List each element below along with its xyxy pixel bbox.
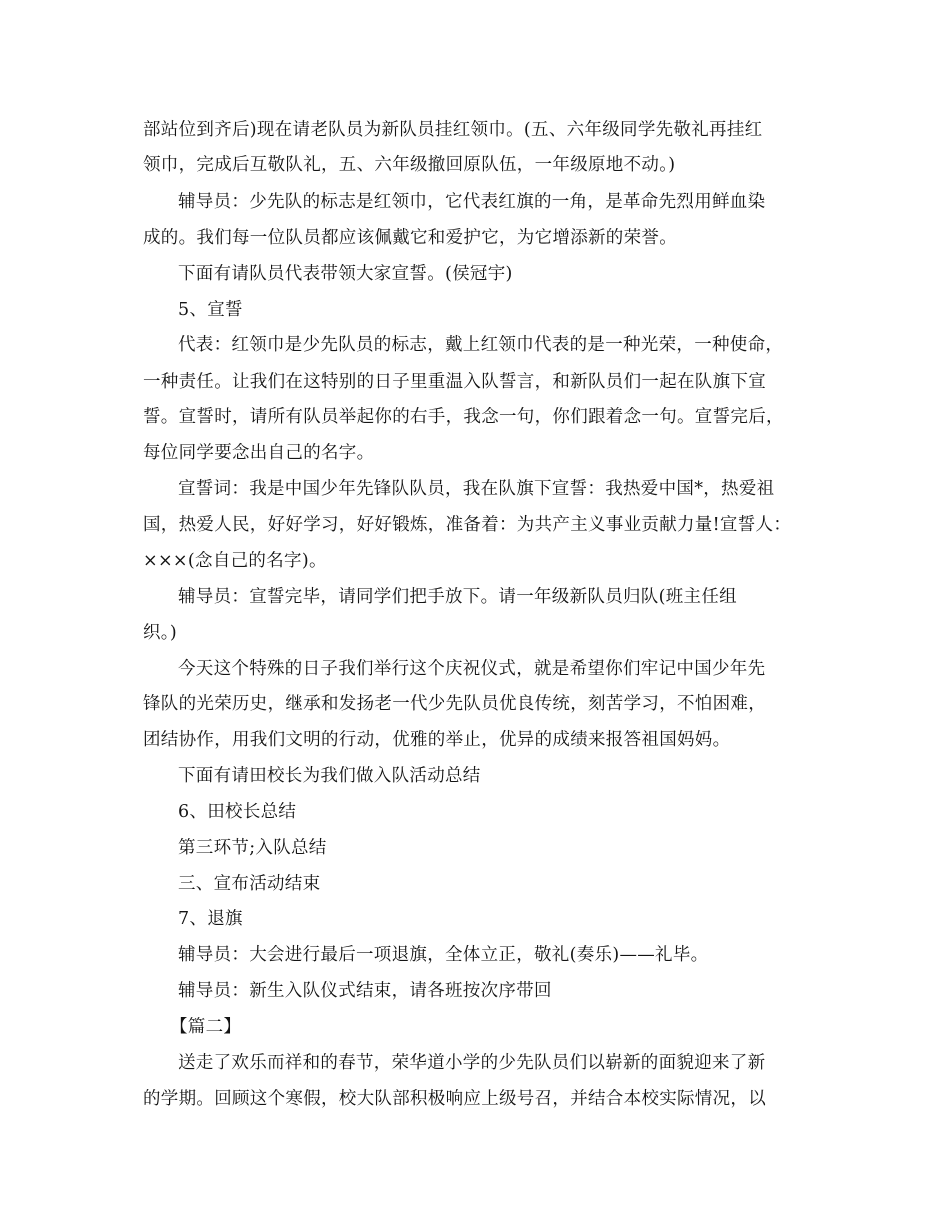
text-line: 织。) <box>143 623 177 643</box>
text-line: 部站位到齐后)现在请老队员为新队员挂红领巾。(五、六年级同学先敬礼再挂红 <box>143 120 763 140</box>
text-line: 今天这个特殊的日子我们举行这个庆祝仪式，就是希望你们牢记中国少年先 <box>178 659 766 679</box>
section-heading: 7、退旗 <box>178 909 243 929</box>
text-line: 辅导员：大会进行最后一项退旗，全体立正，敬礼(奏乐)——礼毕。 <box>178 945 709 965</box>
text-line: 送走了欢乐而祥和的春节，荣华道小学的少先队员们以崭新的面貌迎来了新 <box>178 1053 766 1073</box>
section-heading: 6、田校长总结 <box>178 802 297 822</box>
text-line: 宣誓词：我是中国少年先锋队队员，我在队旗下宣誓：我热爱中国*，热爱祖 <box>178 479 775 499</box>
text-line: 领巾，完成后互敬队礼，五、六年级撤回原队伍，一年级原地不动。) <box>143 155 676 175</box>
text-line: 代表：红领巾是少先队员的标志，戴上红领巾代表的是一种光荣，一种使命， <box>178 335 784 355</box>
section-heading: 【篇二】 <box>170 1017 242 1037</box>
text-line: 辅导员：新生入队仪式结束，请各班按次序带回 <box>178 981 552 1001</box>
text-line: 誓。宣誓时，请所有队员举起你的右手，我念一句，你们跟着念一句。宣誓完后， <box>143 407 784 427</box>
text-line: 锋队的光荣历史，继承和发扬老一代少先队员优良传统，刻苦学习，不怕困难， <box>143 694 766 714</box>
section-heading: 三、宣布活动结束 <box>178 874 321 894</box>
text-line: 每位同学要念出自己的名字。 <box>143 443 375 463</box>
text-line: 的学期。回顾这个寒假，校大队部积极响应上级号召，并结合本校实际情况，以 <box>143 1089 766 1109</box>
section-heading: 5、宣誓 <box>178 300 243 320</box>
text-line: 一种责任。让我们在这特别的日子里重温入队誓言，和新队员们一起在队旗下宣 <box>143 372 766 392</box>
text-line: 国，热爱人民，好好学习，好好锻炼，准备着：为共产主义事业贡献力量!宣誓人： <box>143 515 792 535</box>
text-line: 成的。我们每一位队员都应该佩戴它和爱护它，为它增添新的荣誉。 <box>143 228 677 248</box>
text-line: 下面有请队员代表带领大家宣誓。(侯冠宇) <box>178 264 513 284</box>
text-line: 辅导员：宣誓完毕，请同学们把手放下。请一年级新队员归队(班主任组 <box>178 587 737 607</box>
text-line: ×××(念自己的名字)。 <box>143 551 327 571</box>
text-line: 团结协作，用我们文明的行动，优雅的举止，优异的成绩来报答祖国妈妈。 <box>143 730 731 750</box>
section-heading: 第三环节;入队总结 <box>178 838 327 858</box>
text-line: 辅导员：少先队的标志是红领巾，它代表红旗的一角，是革命先烈用鲜血染 <box>178 192 766 212</box>
text-line: 下面有请田校长为我们做入队活动总结 <box>178 766 481 786</box>
